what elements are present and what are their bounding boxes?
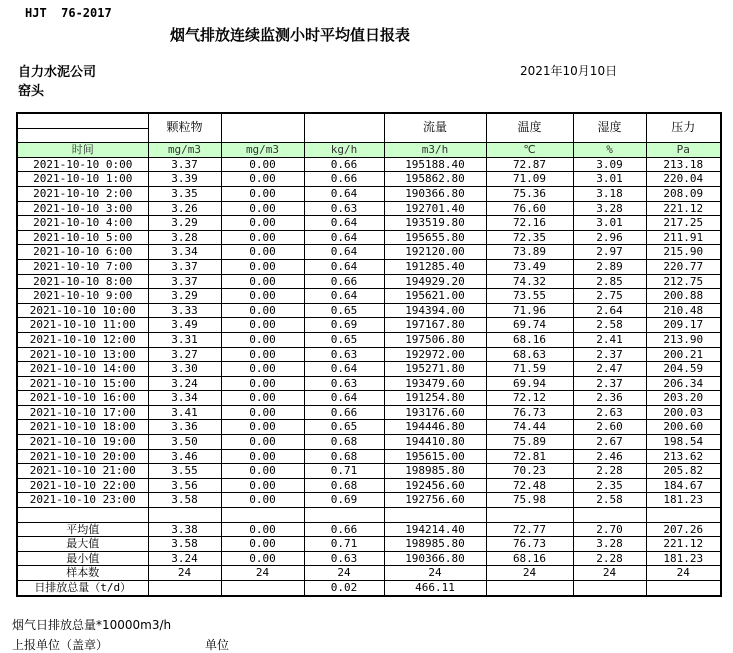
row-label-cell: 2021-10-10 2:00 bbox=[17, 186, 148, 201]
value-cell: 2.67 bbox=[573, 435, 646, 450]
value-cell: 3.37 bbox=[148, 259, 221, 274]
data-row bbox=[17, 216, 721, 231]
value-cell: 3.46 bbox=[148, 449, 221, 464]
value-cell bbox=[646, 581, 721, 596]
data-row bbox=[17, 362, 721, 377]
value-cell: 200.88 bbox=[646, 289, 721, 304]
value-cell: 206.34 bbox=[646, 376, 721, 391]
value-cell: 0.00 bbox=[221, 186, 304, 201]
value-cell: 191254.80 bbox=[384, 391, 486, 406]
value-cell: 0.00 bbox=[221, 435, 304, 450]
value-cell: 0.00 bbox=[221, 405, 304, 420]
summary-row bbox=[17, 581, 721, 596]
table-body bbox=[17, 157, 721, 507]
value-cell: 0.00 bbox=[221, 332, 304, 347]
value-cell: 2.41 bbox=[573, 332, 646, 347]
col-header-humidity: 湿度 bbox=[573, 113, 646, 143]
value-cell: 217.25 bbox=[646, 216, 721, 231]
value-cell: 72.87 bbox=[486, 157, 573, 172]
value-cell: 2.58 bbox=[573, 318, 646, 333]
data-row bbox=[17, 186, 721, 201]
value-cell: 200.21 bbox=[646, 347, 721, 362]
company-name: 自力水泥公司 bbox=[18, 65, 97, 80]
value-cell: 24 bbox=[486, 566, 573, 581]
value-cell: 215.90 bbox=[646, 245, 721, 260]
value-cell: 2.46 bbox=[573, 449, 646, 464]
value-cell: 0.66 bbox=[304, 274, 384, 289]
value-cell: 3.39 bbox=[148, 172, 221, 187]
value-cell: 3.09 bbox=[573, 157, 646, 172]
value-cell: 76.73 bbox=[486, 405, 573, 420]
value-cell: 0.00 bbox=[221, 289, 304, 304]
row-label-cell: 2021-10-10 12:00 bbox=[17, 332, 148, 347]
value-cell: 190366.80 bbox=[384, 186, 486, 201]
value-cell: 24 bbox=[646, 566, 721, 581]
data-table bbox=[16, 112, 722, 597]
value-cell: 2.96 bbox=[573, 230, 646, 245]
value-cell: 2.36 bbox=[573, 391, 646, 406]
value-cell: 24 bbox=[573, 566, 646, 581]
value-cell: 3.38 bbox=[148, 522, 221, 537]
value-cell: 69.74 bbox=[486, 318, 573, 333]
data-row bbox=[17, 478, 721, 493]
value-cell: 0.00 bbox=[221, 449, 304, 464]
value-cell: 198985.80 bbox=[384, 537, 486, 552]
value-cell: 0.00 bbox=[221, 274, 304, 289]
value-cell: 194410.80 bbox=[384, 435, 486, 450]
value-cell: 194929.20 bbox=[384, 274, 486, 289]
value-cell: 24 bbox=[384, 566, 486, 581]
value-cell: 71.96 bbox=[486, 303, 573, 318]
row-label-cell: 2021-10-10 11:00 bbox=[17, 318, 148, 333]
row-label-cell: 2021-10-10 21:00 bbox=[17, 464, 148, 479]
value-cell: 0.64 bbox=[304, 289, 384, 304]
data-row bbox=[17, 157, 721, 172]
row-label-cell: 2021-10-10 0:00 bbox=[17, 157, 148, 172]
value-cell: 0.00 bbox=[221, 318, 304, 333]
value-cell: 76.73 bbox=[486, 537, 573, 552]
value-cell: 192972.00 bbox=[384, 347, 486, 362]
value-cell: 74.32 bbox=[486, 274, 573, 289]
value-cell: 220.77 bbox=[646, 259, 721, 274]
value-cell: 2.85 bbox=[573, 274, 646, 289]
value-cell: 3.56 bbox=[148, 478, 221, 493]
corner-cell-top bbox=[17, 113, 148, 128]
row-label-cell: 2021-10-10 22:00 bbox=[17, 478, 148, 493]
value-cell: 3.58 bbox=[148, 537, 221, 552]
footer-unit-label: 单位 bbox=[205, 638, 230, 652]
time-header-cell: 时间 bbox=[17, 143, 148, 158]
value-cell: 71.09 bbox=[486, 172, 573, 187]
value-cell: 198.54 bbox=[646, 435, 721, 450]
value-cell: 0.69 bbox=[304, 318, 384, 333]
value-cell: 0.64 bbox=[304, 186, 384, 201]
value-cell: 0.02 bbox=[304, 581, 384, 596]
value-cell: 190366.80 bbox=[384, 551, 486, 566]
value-cell: 3.27 bbox=[148, 347, 221, 362]
value-cell: 3.30 bbox=[148, 362, 221, 377]
unit-cell: m3/h bbox=[384, 143, 486, 158]
data-row bbox=[17, 332, 721, 347]
value-cell: 0.00 bbox=[221, 347, 304, 362]
value-cell: 3.50 bbox=[148, 435, 221, 450]
value-cell: 3.49 bbox=[148, 318, 221, 333]
value-cell: 3.29 bbox=[148, 216, 221, 231]
value-cell: 0.00 bbox=[221, 201, 304, 216]
value-cell: 192456.60 bbox=[384, 478, 486, 493]
value-cell: 0.00 bbox=[221, 362, 304, 377]
value-cell: 3.34 bbox=[148, 391, 221, 406]
value-cell: 0.71 bbox=[304, 537, 384, 552]
summary-row bbox=[17, 537, 721, 552]
value-cell: 0.00 bbox=[221, 537, 304, 552]
value-cell: 0.71 bbox=[304, 464, 384, 479]
value-cell: 0.00 bbox=[221, 420, 304, 435]
value-cell: 0.00 bbox=[221, 157, 304, 172]
value-cell: 0.65 bbox=[304, 303, 384, 318]
data-row bbox=[17, 230, 721, 245]
value-cell: 73.55 bbox=[486, 289, 573, 304]
data-row bbox=[17, 464, 721, 479]
value-cell: 0.68 bbox=[304, 478, 384, 493]
value-cell: 3.58 bbox=[148, 493, 221, 508]
value-cell: 0.00 bbox=[221, 376, 304, 391]
value-cell: 220.04 bbox=[646, 172, 721, 187]
value-cell: 0.00 bbox=[221, 245, 304, 260]
value-cell: 0.64 bbox=[304, 245, 384, 260]
row-label-cell: 2021-10-10 15:00 bbox=[17, 376, 148, 391]
col-header-particulate: 颗粒物 bbox=[148, 113, 221, 143]
value-cell: 2.35 bbox=[573, 478, 646, 493]
value-cell: 0.65 bbox=[304, 420, 384, 435]
value-cell: 212.75 bbox=[646, 274, 721, 289]
value-cell: 0.64 bbox=[304, 230, 384, 245]
spacer-row bbox=[17, 508, 721, 523]
value-cell: 209.17 bbox=[646, 318, 721, 333]
row-label-cell: 2021-10-10 18:00 bbox=[17, 420, 148, 435]
report-date: 2021年10月10日 bbox=[520, 64, 618, 78]
row-label-cell: 2021-10-10 20:00 bbox=[17, 449, 148, 464]
value-cell: 0.63 bbox=[304, 201, 384, 216]
value-cell: 200.03 bbox=[646, 405, 721, 420]
value-cell: 213.62 bbox=[646, 449, 721, 464]
value-cell: 192701.40 bbox=[384, 201, 486, 216]
value-cell: 2.37 bbox=[573, 347, 646, 362]
value-cell: 3.36 bbox=[148, 420, 221, 435]
value-cell: 0.63 bbox=[304, 551, 384, 566]
data-row bbox=[17, 376, 721, 391]
station-name: 窑头 bbox=[18, 84, 45, 99]
value-cell: 0.00 bbox=[221, 551, 304, 566]
value-cell: 194446.80 bbox=[384, 420, 486, 435]
value-cell: 2.58 bbox=[573, 493, 646, 508]
unit-cell: % bbox=[573, 143, 646, 158]
value-cell: 68.16 bbox=[486, 332, 573, 347]
value-cell: 2.63 bbox=[573, 405, 646, 420]
value-cell: 0.68 bbox=[304, 435, 384, 450]
value-cell: 193176.60 bbox=[384, 405, 486, 420]
value-cell: 0.64 bbox=[304, 216, 384, 231]
value-cell bbox=[486, 581, 573, 596]
row-label-cell: 2021-10-10 19:00 bbox=[17, 435, 148, 450]
data-row bbox=[17, 303, 721, 318]
value-cell: 194214.40 bbox=[384, 522, 486, 537]
value-cell: 205.82 bbox=[646, 464, 721, 479]
group-header-row bbox=[17, 113, 721, 128]
value-cell: 75.98 bbox=[486, 493, 573, 508]
value-cell: 0.65 bbox=[304, 332, 384, 347]
value-cell: 2.37 bbox=[573, 376, 646, 391]
value-cell: 195188.40 bbox=[384, 157, 486, 172]
unit-cell: ℃ bbox=[486, 143, 573, 158]
col-header-blank-2 bbox=[304, 113, 384, 143]
row-label-cell: 最大值 bbox=[17, 537, 148, 552]
value-cell: 0.00 bbox=[221, 464, 304, 479]
value-cell: 0.66 bbox=[304, 172, 384, 187]
value-cell: 2.47 bbox=[573, 362, 646, 377]
data-row bbox=[17, 274, 721, 289]
value-cell: 191285.40 bbox=[384, 259, 486, 274]
value-cell: 3.37 bbox=[148, 274, 221, 289]
value-cell: 193479.60 bbox=[384, 376, 486, 391]
value-cell: 195271.80 bbox=[384, 362, 486, 377]
value-cell: 0.63 bbox=[304, 376, 384, 391]
data-row bbox=[17, 347, 721, 362]
value-cell: 210.48 bbox=[646, 303, 721, 318]
value-cell: 3.26 bbox=[148, 201, 221, 216]
value-cell: 72.16 bbox=[486, 216, 573, 231]
value-cell: 184.67 bbox=[646, 478, 721, 493]
row-label-cell: 2021-10-10 6:00 bbox=[17, 245, 148, 260]
value-cell: 197167.80 bbox=[384, 318, 486, 333]
row-label-cell: 2021-10-10 17:00 bbox=[17, 405, 148, 420]
value-cell: 74.44 bbox=[486, 420, 573, 435]
unit-row bbox=[17, 143, 721, 158]
value-cell: 195655.80 bbox=[384, 230, 486, 245]
value-cell: 0.00 bbox=[221, 522, 304, 537]
unit-cell: mg/m3 bbox=[148, 143, 221, 158]
table-summary bbox=[17, 508, 721, 596]
data-row bbox=[17, 318, 721, 333]
row-label-cell: 2021-10-10 8:00 bbox=[17, 274, 148, 289]
data-row bbox=[17, 289, 721, 304]
value-cell: 0.00 bbox=[221, 391, 304, 406]
value-cell: 207.26 bbox=[646, 522, 721, 537]
value-cell: 3.24 bbox=[148, 551, 221, 566]
data-row bbox=[17, 435, 721, 450]
value-cell: 0.63 bbox=[304, 347, 384, 362]
value-cell: 69.94 bbox=[486, 376, 573, 391]
value-cell: 192120.00 bbox=[384, 245, 486, 260]
value-cell: 195862.80 bbox=[384, 172, 486, 187]
value-cell: 197506.80 bbox=[384, 332, 486, 347]
col-header-blank-1 bbox=[221, 113, 304, 143]
row-label-cell: 2021-10-10 3:00 bbox=[17, 201, 148, 216]
data-row bbox=[17, 201, 721, 216]
data-row bbox=[17, 172, 721, 187]
row-label-cell: 2021-10-10 13:00 bbox=[17, 347, 148, 362]
data-row bbox=[17, 391, 721, 406]
value-cell: 3.55 bbox=[148, 464, 221, 479]
value-cell: 24 bbox=[148, 566, 221, 581]
data-row bbox=[17, 405, 721, 420]
value-cell: 75.89 bbox=[486, 435, 573, 450]
value-cell: 221.12 bbox=[646, 201, 721, 216]
row-label-cell: 2021-10-10 9:00 bbox=[17, 289, 148, 304]
row-label-cell: 2021-10-10 1:00 bbox=[17, 172, 148, 187]
value-cell: 72.35 bbox=[486, 230, 573, 245]
value-cell: 24 bbox=[304, 566, 384, 581]
page-title: 烟气排放连续监测小时平均值日报表 bbox=[169, 26, 410, 44]
value-cell: 2.28 bbox=[573, 551, 646, 566]
value-cell: 68.16 bbox=[486, 551, 573, 566]
col-header-pressure: 压力 bbox=[646, 113, 721, 143]
unit-cell: kg/h bbox=[304, 143, 384, 158]
value-cell: 0.64 bbox=[304, 391, 384, 406]
value-cell: 0.64 bbox=[304, 362, 384, 377]
value-cell: 208.09 bbox=[646, 186, 721, 201]
value-cell: 2.97 bbox=[573, 245, 646, 260]
value-cell: 213.90 bbox=[646, 332, 721, 347]
unit-cell: mg/m3 bbox=[221, 143, 304, 158]
value-cell: 3.35 bbox=[148, 186, 221, 201]
value-cell: 70.23 bbox=[486, 464, 573, 479]
value-cell: 2.60 bbox=[573, 420, 646, 435]
value-cell: 3.28 bbox=[573, 201, 646, 216]
value-cell: 213.18 bbox=[646, 157, 721, 172]
value-cell: 0.66 bbox=[304, 405, 384, 420]
value-cell: 221.12 bbox=[646, 537, 721, 552]
value-cell: 3.29 bbox=[148, 289, 221, 304]
value-cell: 0.69 bbox=[304, 493, 384, 508]
row-label-cell: 2021-10-10 7:00 bbox=[17, 259, 148, 274]
row-label-cell: 2021-10-10 16:00 bbox=[17, 391, 148, 406]
doc-code: HJT 76-2017 bbox=[25, 6, 112, 20]
value-cell: 193519.80 bbox=[384, 216, 486, 231]
value-cell: 204.59 bbox=[646, 362, 721, 377]
value-cell: 3.18 bbox=[573, 186, 646, 201]
value-cell: 72.77 bbox=[486, 522, 573, 537]
value-cell bbox=[221, 581, 304, 596]
value-cell bbox=[573, 581, 646, 596]
value-cell bbox=[148, 581, 221, 596]
row-label-cell: 2021-10-10 23:00 bbox=[17, 493, 148, 508]
corner-cell-bottom bbox=[17, 128, 148, 143]
value-cell: 3.31 bbox=[148, 332, 221, 347]
value-cell: 75.36 bbox=[486, 186, 573, 201]
value-cell: 198985.80 bbox=[384, 464, 486, 479]
value-cell: 181.23 bbox=[646, 493, 721, 508]
value-cell: 3.01 bbox=[573, 172, 646, 187]
footer-report-unit-label: 上报单位（盖章） bbox=[12, 638, 109, 652]
row-label-cell: 样本数 bbox=[17, 566, 148, 581]
value-cell: 0.00 bbox=[221, 493, 304, 508]
row-label-cell: 日排放总量（t/d） bbox=[17, 581, 148, 596]
data-row bbox=[17, 245, 721, 260]
value-cell: 68.63 bbox=[486, 347, 573, 362]
value-cell: 466.11 bbox=[384, 581, 486, 596]
value-cell: 3.33 bbox=[148, 303, 221, 318]
summary-row bbox=[17, 551, 721, 566]
row-label-cell: 2021-10-10 14:00 bbox=[17, 362, 148, 377]
value-cell: 194394.00 bbox=[384, 303, 486, 318]
value-cell: 2.75 bbox=[573, 289, 646, 304]
value-cell: 203.20 bbox=[646, 391, 721, 406]
value-cell: 0.00 bbox=[221, 478, 304, 493]
col-header-temperature: 温度 bbox=[486, 113, 573, 143]
value-cell: 76.60 bbox=[486, 201, 573, 216]
value-cell: 181.23 bbox=[646, 551, 721, 566]
value-cell: 3.01 bbox=[573, 216, 646, 231]
value-cell: 0.00 bbox=[221, 216, 304, 231]
value-cell: 3.41 bbox=[148, 405, 221, 420]
value-cell: 3.28 bbox=[573, 537, 646, 552]
summary-row bbox=[17, 566, 721, 581]
value-cell: 211.91 bbox=[646, 230, 721, 245]
row-label-cell: 2021-10-10 10:00 bbox=[17, 303, 148, 318]
data-row bbox=[17, 493, 721, 508]
row-label-cell: 2021-10-10 4:00 bbox=[17, 216, 148, 231]
value-cell: 3.28 bbox=[148, 230, 221, 245]
value-cell: 3.37 bbox=[148, 157, 221, 172]
value-cell: 72.81 bbox=[486, 449, 573, 464]
value-cell: 71.59 bbox=[486, 362, 573, 377]
value-cell: 72.48 bbox=[486, 478, 573, 493]
value-cell: 2.70 bbox=[573, 522, 646, 537]
data-row bbox=[17, 449, 721, 464]
value-cell: 195621.00 bbox=[384, 289, 486, 304]
summary-row bbox=[17, 522, 721, 537]
data-row bbox=[17, 420, 721, 435]
value-cell: 2.64 bbox=[573, 303, 646, 318]
value-cell: 24 bbox=[221, 566, 304, 581]
value-cell: 0.00 bbox=[221, 259, 304, 274]
value-cell: 0.64 bbox=[304, 259, 384, 274]
value-cell: 3.24 bbox=[148, 376, 221, 391]
value-cell: 2.28 bbox=[573, 464, 646, 479]
value-cell: 0.00 bbox=[221, 303, 304, 318]
col-header-flow: 流量 bbox=[384, 113, 486, 143]
value-cell: 195615.00 bbox=[384, 449, 486, 464]
row-label-cell: 2021-10-10 5:00 bbox=[17, 230, 148, 245]
value-cell: 0.66 bbox=[304, 522, 384, 537]
value-cell: 73.49 bbox=[486, 259, 573, 274]
row-label-cell: 最小值 bbox=[17, 551, 148, 566]
footer-note: 烟气日排放总量*10000m3/h bbox=[12, 618, 172, 632]
value-cell: 72.12 bbox=[486, 391, 573, 406]
value-cell: 73.89 bbox=[486, 245, 573, 260]
data-row bbox=[17, 259, 721, 274]
value-cell: 0.00 bbox=[221, 230, 304, 245]
value-cell: 0.68 bbox=[304, 449, 384, 464]
value-cell: 2.89 bbox=[573, 259, 646, 274]
row-label-cell: 平均值 bbox=[17, 522, 148, 537]
value-cell: 0.00 bbox=[221, 172, 304, 187]
value-cell: 192756.60 bbox=[384, 493, 486, 508]
value-cell: 3.34 bbox=[148, 245, 221, 260]
value-cell: 200.60 bbox=[646, 420, 721, 435]
unit-cell: Pa bbox=[646, 143, 721, 158]
value-cell: 0.66 bbox=[304, 157, 384, 172]
